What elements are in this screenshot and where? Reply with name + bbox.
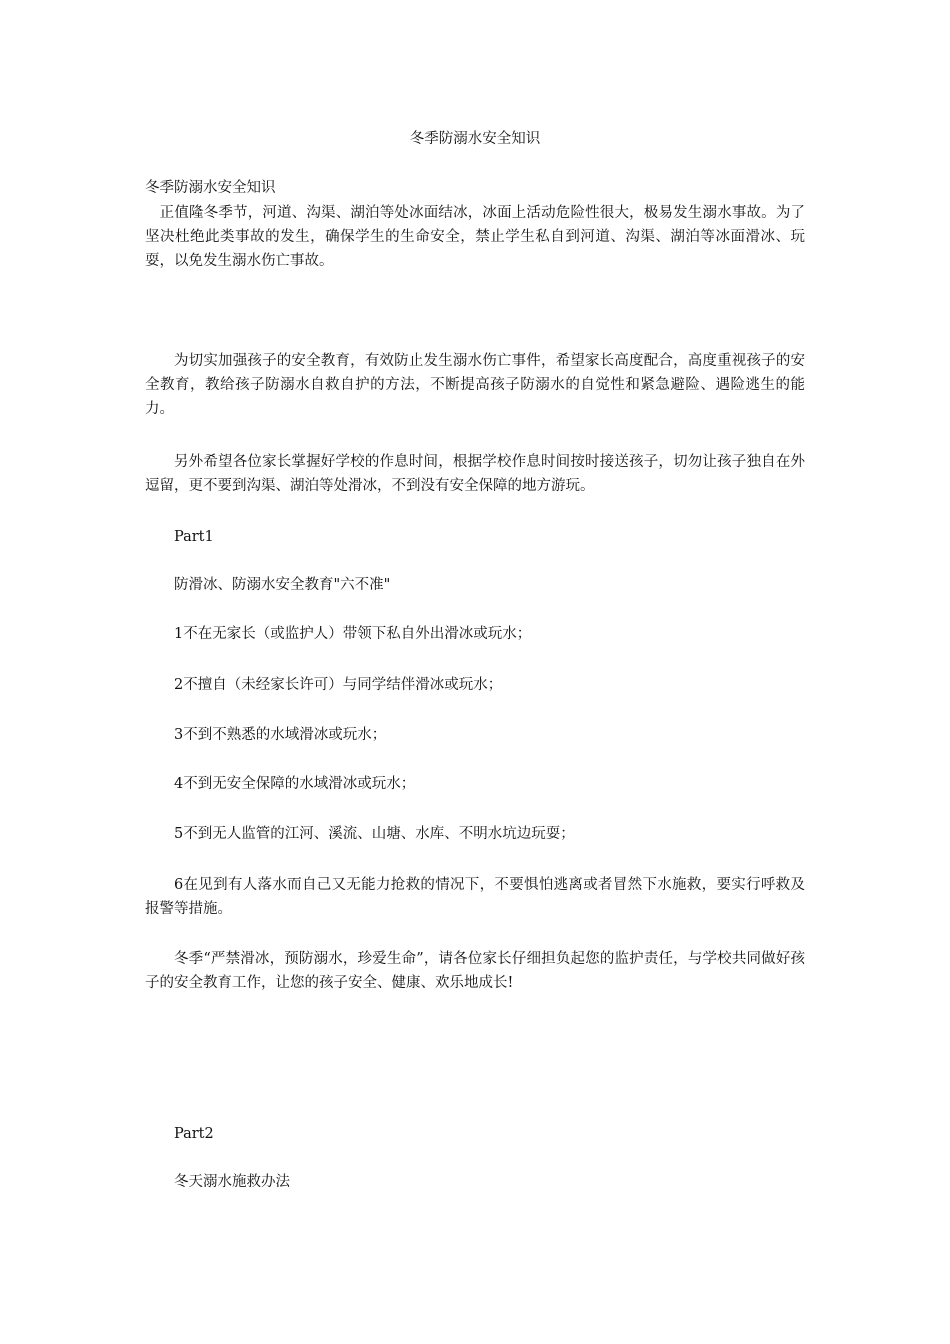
paragraph-closing: 冬季“严禁滑冰，预防溺水，珍爱生命”，请各位家长仔细担负起您的监护责任，与学校共同做好孩子的安全教育工作，让您的孩子安全、健康、欢乐地成长! — [145, 951, 805, 991]
document-title: 冬季防溺水安全知识 — [409, 131, 541, 147]
part2-heading: 冬天溺水施救办法 — [174, 1174, 290, 1190]
rule-item: 3不到不熟悉的水域滑冰或玩水； — [174, 727, 387, 743]
part1-label: Part1 — [174, 529, 214, 545]
rule-item: 4不到无安全保障的水域滑冰或玩水； — [174, 776, 416, 792]
rule-item: 2不擅自（未经家长许可）与同学结伴滑冰或玩水； — [174, 677, 503, 693]
rule-item: 6在见到有人落水而自己又无能力抢救的情况下，不要惧怕逃离或者冒然下水施救，要实行呼救及报警等措施。 — [145, 877, 805, 917]
rule-item: 5不到无人监管的江河、溪流、山塘、水库、不明水坑边玩耍； — [174, 826, 575, 842]
part1-heading: 防滑冰、防溺水安全教育"六不准" — [174, 577, 391, 593]
paragraph-school-schedule: 另外希望各位家长掌握好学校的作息时间，根据学校作息时间按时接送孩子，切勿让孩子独自在外逗留，更不要到沟渠、湖泊等处滑冰，不到没有安全保障的地方游玩。 — [145, 454, 805, 494]
paragraph-intro: 正值隆冬季节，河道、沟渠、湖泊等处冰面结冰，冰面上活动危险性很大，极易发生溺水事故。为了坚决杜绝此类事故的发生，确保学生的生命安全，禁止学生私自到河道、沟渠、湖泊等冰面滑冰、玩耍，以免发生溺水伤亡事故。 — [145, 205, 805, 269]
rule-item: 1不在无家长（或监护人）带领下私自外出滑冰或玩水； — [174, 626, 532, 642]
part2-label: Part2 — [174, 1126, 214, 1142]
section-subtitle: 冬季防溺水安全知识 — [145, 180, 276, 196]
paragraph-parents-education: 为切实加强孩子的安全教育，有效防止发生溺水伤亡事件，希望家长高度配合，高度重视孩子的安全教育，教给孩子防溺水自救自护的方法，不断提高孩子防溺水的自觉性和紧急避险、遇险逃生的能力。 — [145, 353, 805, 417]
